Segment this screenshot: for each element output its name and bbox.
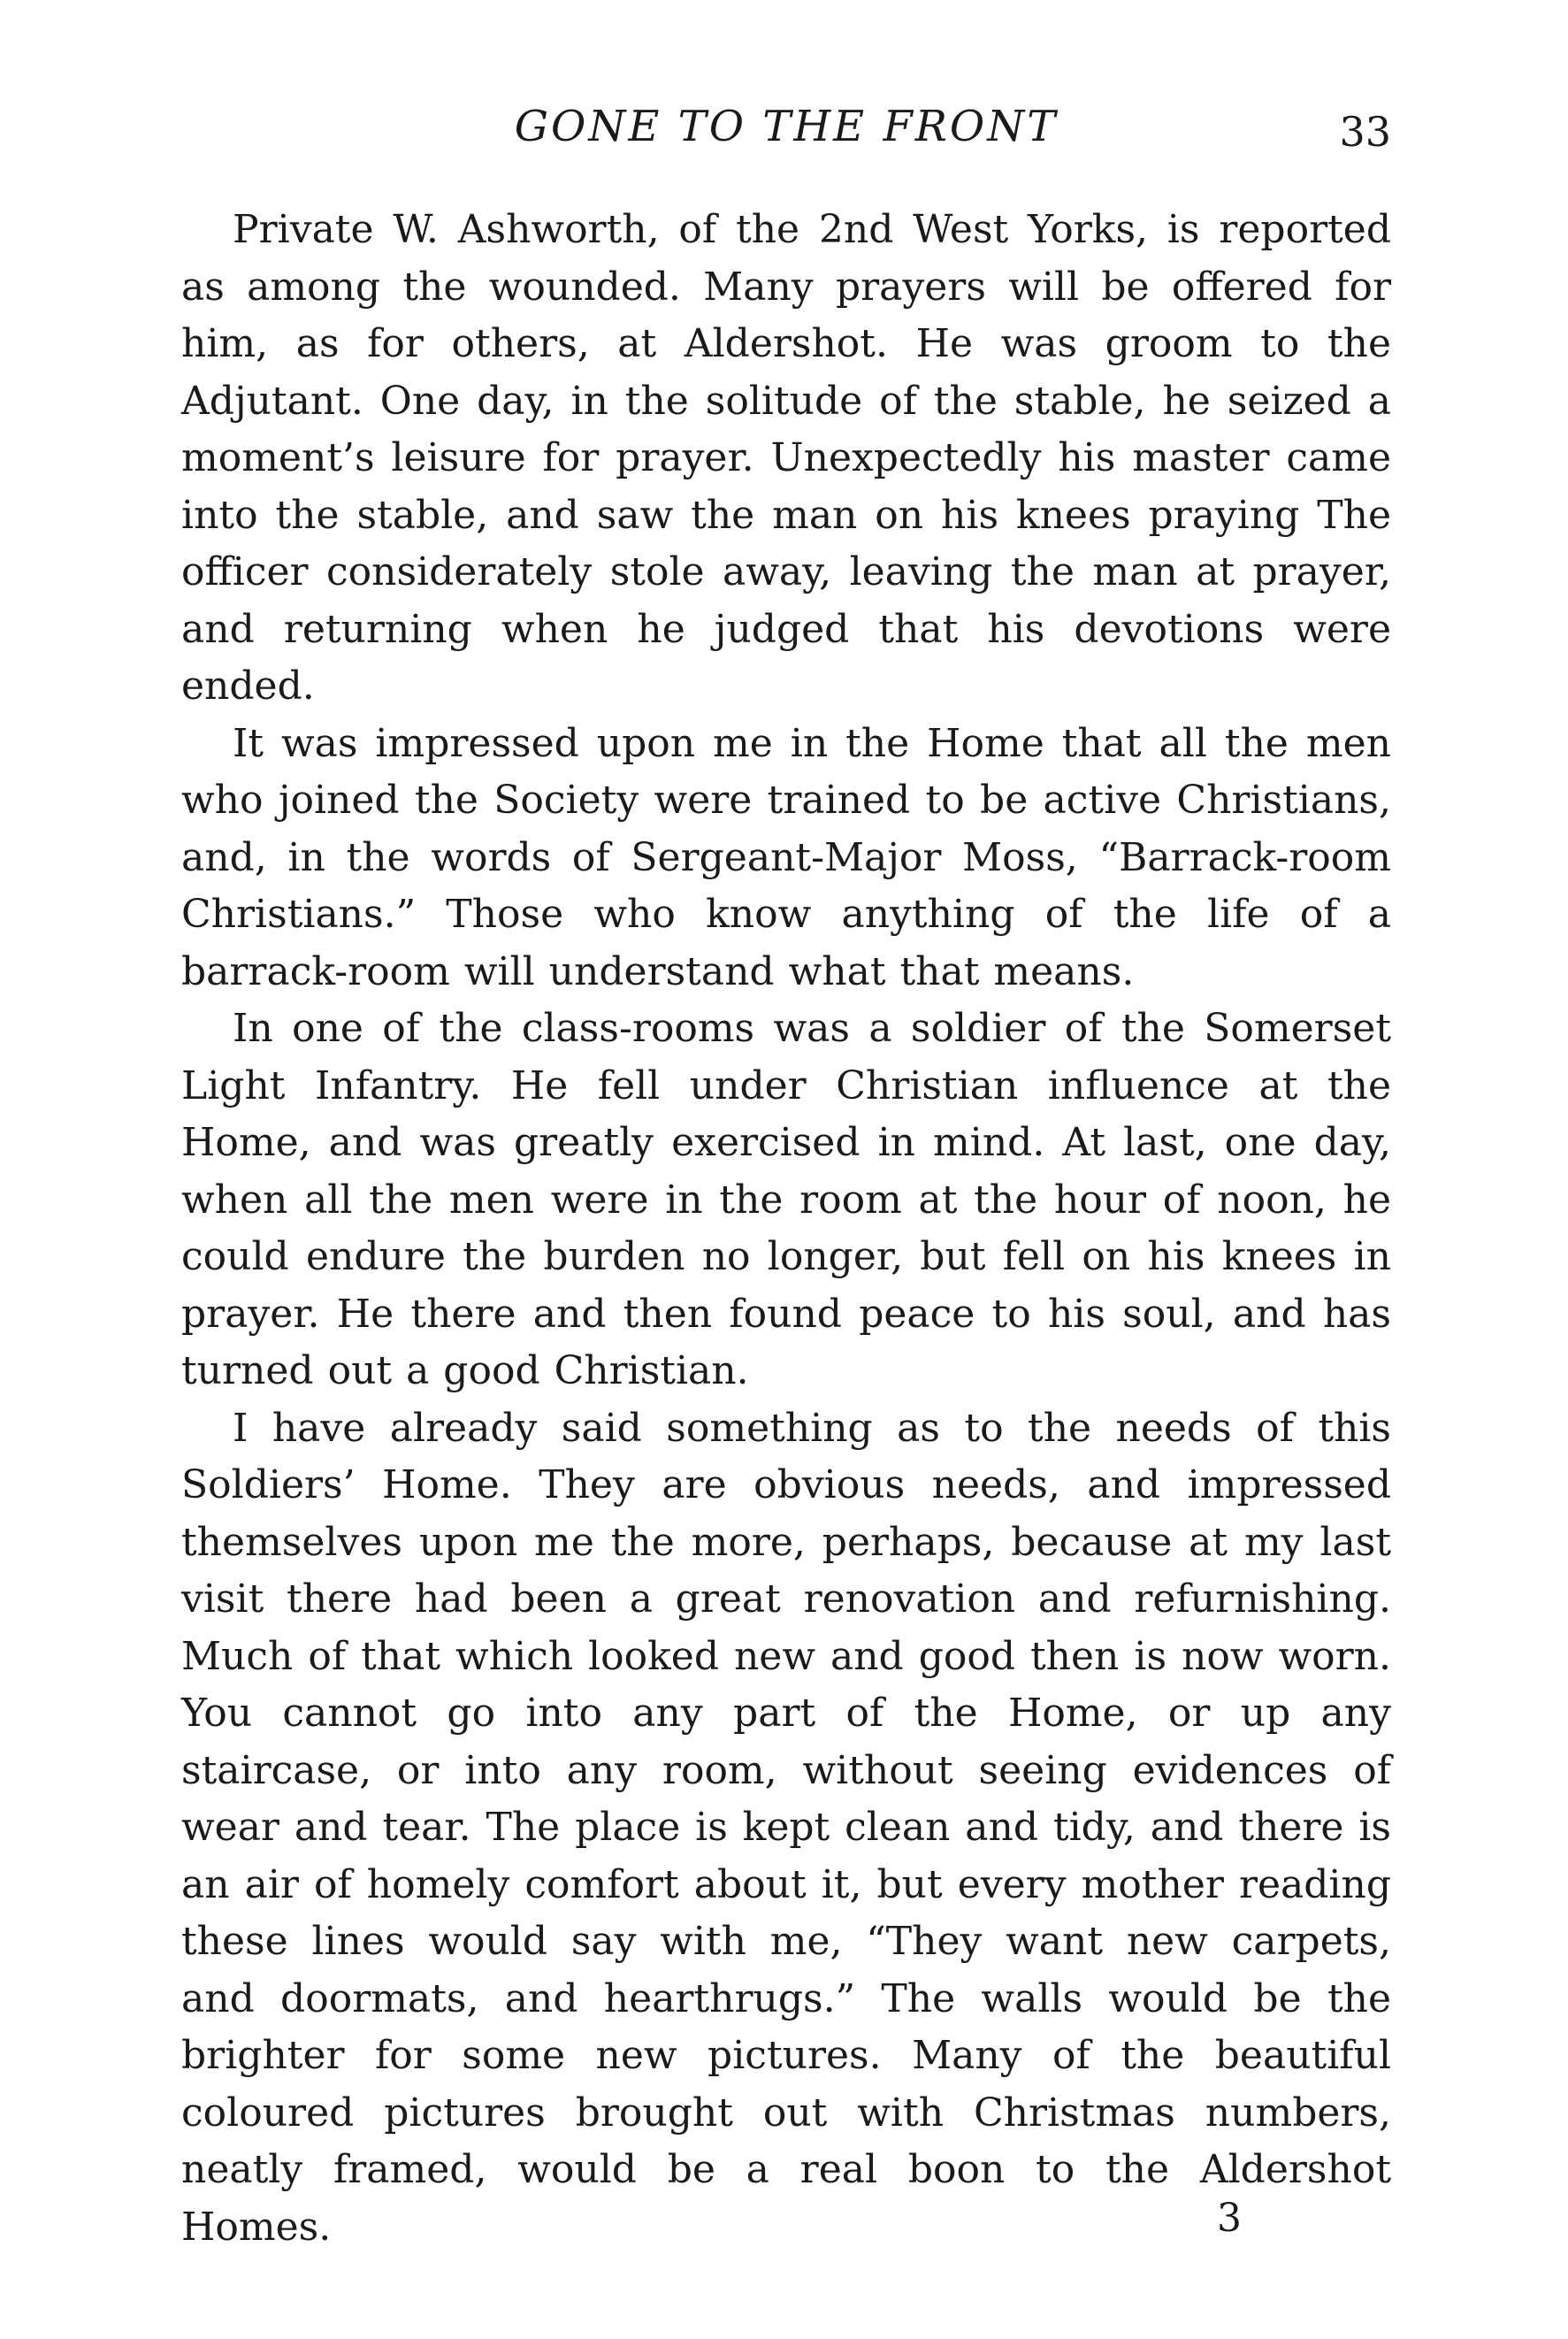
paragraph: Private W. Ashworth, of the 2nd West Yorks, is reported as among the wounded. Many prayers will be offered for him, as for others, at Aldershot. He was groom to the Adjutant. One day, in the solitude of the stable, he seized a moment’s leisure for prayer. Unexpectedly his master came into the stable, and saw the man on his knees praying The officer considerately stole away, leaving the man at prayer, and returning when he judged that his devotions were ended. [181, 207, 1391, 709]
signature-mark: 3 [1217, 2196, 1242, 2241]
paragraph: I have already said something as to the needs of this Soldiers’ Home. They are obvious needs, and impressed themselves upon me the more, perhaps, because at my last visit there had been a great renovation and refurnishing. Much of that which looked new and good then is now worn. You cannot go into any part of the Home, or up any staircase, or into any room, without seeing evidences of wear and tear. The place is kept clean and tidy, and there is an air of homely comfort about it, but every mother reading these lines would say with me, “They want new carpets, and doormats, and hearthrugs.” The walls would be the brighter for some new pictures. Many of the beautiful coloured pictures brought out with Christmas numbers, neatly framed, would be a real boon to the Aldershot Homes. [181, 1405, 1391, 2250]
paragraph: In one of the class-rooms was a soldier of the Somerset Light Infantry. He fell under Christian influence at the Home, and was greatly exercised in mind. At last, one day, when all the men were in the room at the hour of noon, he could endure the burden no longer, but fell on his knees in prayer. He there and then found peace to his soul, and has turned out a good Christian. [181, 1006, 1391, 1393]
body-text [181, 202, 1391, 2256]
running-title: GONE TO THE FRONT [514, 102, 1059, 151]
running-head [181, 96, 1391, 157]
page-number: 33 [1339, 108, 1391, 156]
paragraph: It was impressed upon me in the Home that all the men who joined the Society were trained to be active Christians, and, in the words of Sergeant-Major Moss, “Barrack-room Christians.” Those who know anything of the life of a barrack-room will understand what that means. [181, 720, 1391, 994]
